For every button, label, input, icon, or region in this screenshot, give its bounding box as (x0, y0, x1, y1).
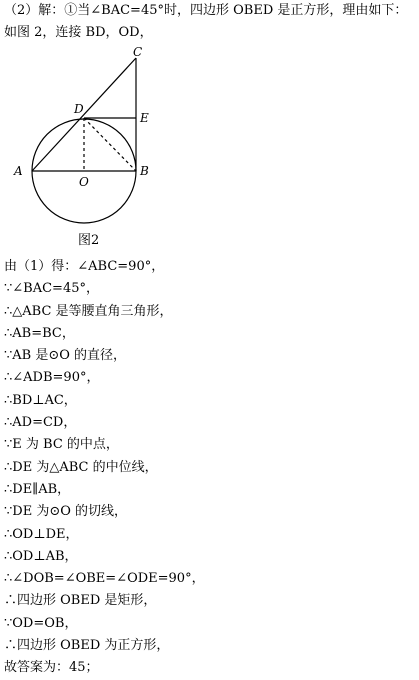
proof-step: ∵∠BAC=45°， (4, 281, 99, 297)
proof-step: ∵OD=OB， (4, 615, 78, 631)
figure-caption: 图2 (78, 233, 100, 248)
proof-step: 由（1）得：∠ABC=90°， (4, 259, 165, 274)
proof-step: ∴OD⊥DE， (4, 526, 79, 542)
proof-step: ∵DE 为⊙O 的切线， (4, 504, 127, 520)
proof-step: ∵E 为 BC 的中点， (4, 437, 119, 453)
proof-step: ∴DE 为△ABC 的中位线， (4, 459, 158, 475)
solution-intro-line: （2）解：①当∠BAC=45°时，四边形 OBED 是正方形，理由如下： (4, 3, 408, 18)
label-d: D (74, 102, 84, 116)
proof-step: ∴∠ADB=90°， (4, 370, 100, 386)
proof-step: ∵AB 是⊙O 的直径， (4, 348, 127, 364)
answer-line: 故答案为：45； (4, 660, 99, 676)
proof-step: ∴OD⊥AB， (4, 548, 78, 564)
proof-step: ∴AB=BC， (4, 325, 75, 341)
proof-step: ∴BD⊥AC， (4, 392, 77, 408)
proof-step: ∴四边形 OBED 是矩形， (4, 593, 157, 609)
label-b: B (140, 164, 149, 178)
label-a: A (14, 164, 23, 178)
label-o: O (79, 175, 89, 189)
proof-step: ∴DE∥AB， (4, 481, 71, 497)
label-e: E (140, 111, 149, 125)
label-c: C (133, 46, 143, 59)
proof-step: ∴△ABC 是等腰直角三角形， (4, 303, 173, 319)
geometry-figure (8, 46, 178, 236)
proof-step: ∴四边形 OBED 为正方形， (4, 638, 170, 654)
proof-step: ∴∠DOB=∠OBE=∠ODE=90°， (4, 571, 205, 587)
proof-steps (4, 256, 205, 680)
geometry-diagram (8, 46, 178, 236)
construction-line: 如图 2，连接 BD，OD， (4, 25, 153, 40)
proof-step: ∴AD=CD， (4, 415, 77, 431)
